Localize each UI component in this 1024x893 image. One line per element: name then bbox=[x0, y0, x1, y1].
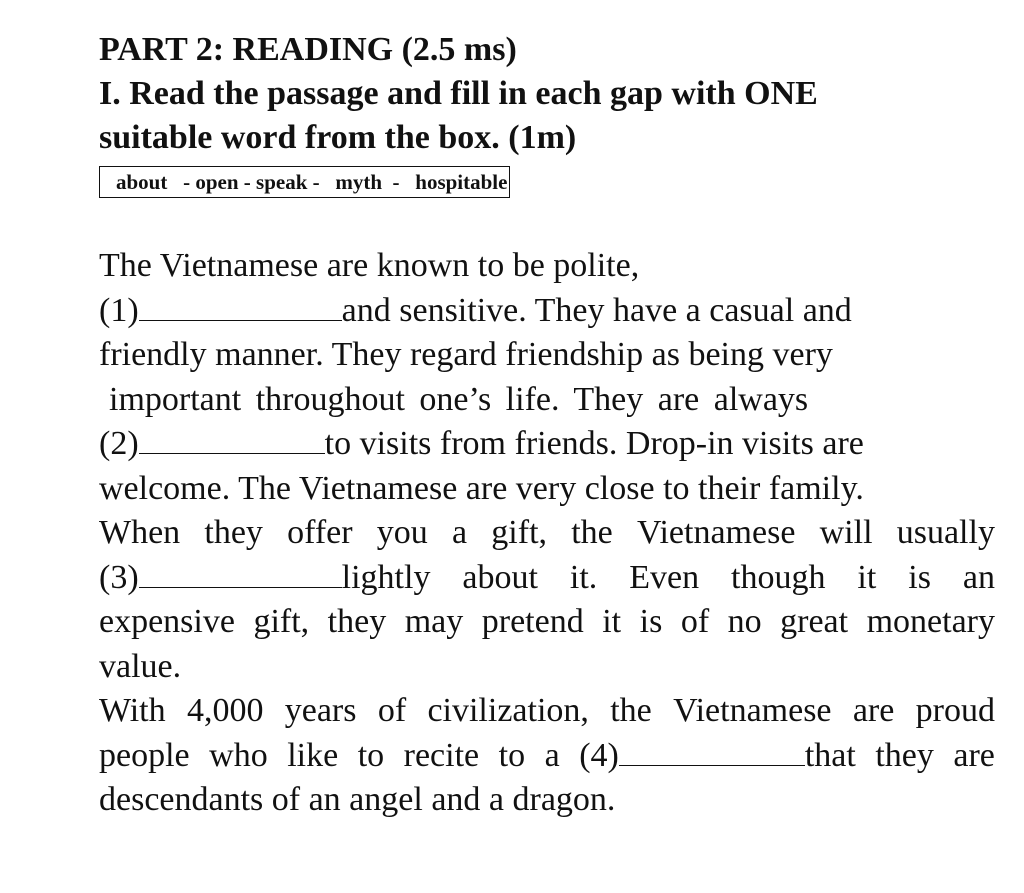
word: When bbox=[99, 514, 181, 551]
word: offer bbox=[287, 514, 353, 551]
word: great bbox=[780, 603, 849, 640]
gap-number: (3) bbox=[99, 558, 139, 596]
word: recite bbox=[403, 736, 480, 774]
word: it. bbox=[569, 558, 598, 596]
word: they bbox=[875, 736, 934, 774]
word: lightly bbox=[341, 558, 431, 596]
passage-line bbox=[99, 689, 995, 734]
word: monetary bbox=[866, 603, 995, 640]
word: usually bbox=[896, 514, 995, 551]
word-box: about - open - speak - myth - hospitable bbox=[99, 166, 510, 198]
passage-text: to visits from friends. Drop-in visits are bbox=[324, 425, 864, 462]
passage-line bbox=[99, 511, 995, 556]
instruction-text: I. Read the passage and fill in each gap with ONE suitable word from the box. (1m) bbox=[99, 75, 818, 156]
word: no bbox=[727, 603, 762, 640]
word: Vietnamese bbox=[673, 692, 832, 729]
word: that bbox=[804, 736, 856, 774]
word: the bbox=[571, 514, 613, 551]
reading-passage bbox=[99, 244, 995, 823]
word: expensive bbox=[99, 603, 235, 640]
passage-line: descendants of an angel and a dragon. bbox=[99, 781, 616, 818]
passage-line bbox=[99, 734, 995, 779]
gap-number: (4) bbox=[579, 736, 619, 774]
gap-number: (1) bbox=[99, 291, 139, 329]
word: is bbox=[639, 603, 663, 640]
gap-4-blank[interactable] bbox=[619, 735, 805, 766]
word: of bbox=[680, 603, 710, 640]
passage-line: important throughout one’s life. They are always bbox=[109, 380, 809, 418]
word: who bbox=[209, 736, 268, 774]
word: about bbox=[462, 558, 538, 596]
word: gift, bbox=[253, 603, 310, 640]
gap-3-blank[interactable] bbox=[139, 557, 342, 588]
word: may bbox=[404, 603, 464, 640]
word: civilization, bbox=[427, 692, 589, 729]
word: they bbox=[204, 514, 263, 551]
gap-2-blank[interactable] bbox=[139, 423, 325, 454]
word: With bbox=[99, 692, 166, 729]
passage-line bbox=[99, 289, 995, 334]
word: people bbox=[99, 736, 190, 774]
word: Even bbox=[629, 558, 700, 596]
word: the bbox=[610, 692, 652, 729]
word: is bbox=[908, 558, 931, 596]
word: it bbox=[602, 603, 622, 640]
word: are bbox=[852, 692, 895, 729]
gap-4 bbox=[579, 734, 856, 779]
word: they bbox=[327, 603, 387, 640]
passage-line bbox=[99, 422, 995, 467]
word: years bbox=[284, 692, 357, 729]
word: 4,000 bbox=[186, 692, 264, 729]
word: to bbox=[357, 736, 385, 774]
passage-line: The Vietnamese are known to be polite, bbox=[99, 247, 640, 284]
gap-number: (2) bbox=[99, 425, 139, 462]
gap-3 bbox=[99, 556, 430, 601]
word: are bbox=[953, 736, 995, 774]
word: it bbox=[857, 558, 877, 596]
word: of bbox=[377, 692, 407, 729]
word: though bbox=[731, 558, 826, 596]
passage-line: value. bbox=[99, 647, 182, 685]
word: an bbox=[962, 558, 995, 596]
gap-1-blank[interactable] bbox=[139, 290, 342, 321]
word: pretend bbox=[481, 603, 584, 640]
part-title: PART 2: READING (2.5 ms) bbox=[99, 31, 517, 68]
word: proud bbox=[915, 692, 995, 729]
passage-line: welcome. The Vietnamese are very close to their family. bbox=[99, 469, 864, 507]
word: to bbox=[498, 736, 526, 774]
word: gift, bbox=[491, 514, 548, 551]
passage-line: friendly manner. They regard friendship as being very bbox=[99, 336, 833, 373]
word: a bbox=[452, 514, 468, 551]
passage-line bbox=[99, 600, 995, 645]
word: will bbox=[819, 514, 873, 551]
word: a bbox=[544, 736, 560, 774]
passage-line bbox=[99, 556, 995, 601]
word: you bbox=[376, 514, 428, 551]
worksheet-page bbox=[99, 28, 995, 823]
word: Vietnamese bbox=[636, 514, 796, 551]
passage-text: and sensitive. They have a casual and bbox=[341, 291, 852, 329]
word: like bbox=[287, 736, 339, 774]
